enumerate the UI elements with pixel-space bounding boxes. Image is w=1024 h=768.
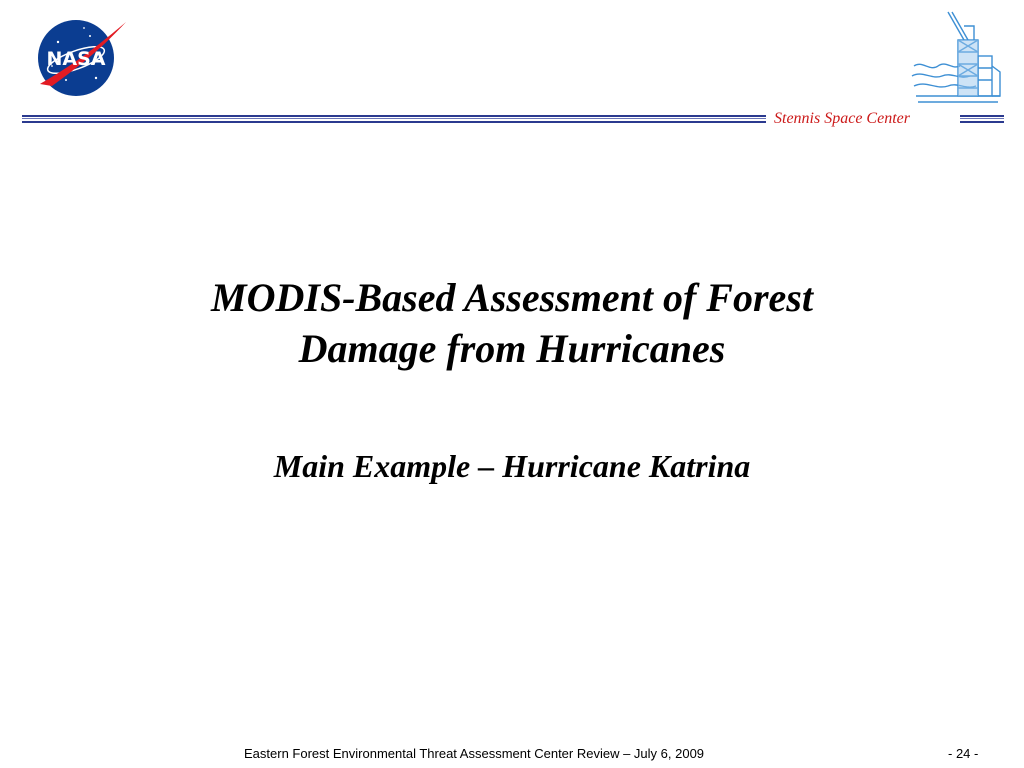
svg-text:NASA: NASA bbox=[46, 48, 106, 70]
header-rule-right bbox=[960, 115, 1004, 117]
header-rule-right-inner bbox=[960, 118, 1004, 119]
page-number: - 24 - bbox=[948, 746, 979, 761]
slide-title-line-2: Damage from Hurricanes bbox=[298, 326, 726, 371]
nasa-logo bbox=[30, 14, 130, 98]
header-rule-left bbox=[22, 115, 766, 117]
footer-text: Eastern Forest Environmental Threat Assessment Center Review – July 6, 2009 bbox=[244, 746, 705, 761]
header-rule-left-inner bbox=[22, 118, 766, 119]
slide-title-line-1: MODIS-Based Assessment of Forest bbox=[211, 275, 813, 320]
header-rule-left-lower bbox=[22, 121, 766, 123]
center-name: Stennis Space Center bbox=[774, 110, 910, 127]
slide-subtitle: Main Example – Hurricane Katrina bbox=[273, 448, 751, 484]
header-rule-right-lower bbox=[960, 121, 1004, 123]
slide-title bbox=[112, 272, 912, 374]
stennis-logo bbox=[908, 6, 1004, 108]
